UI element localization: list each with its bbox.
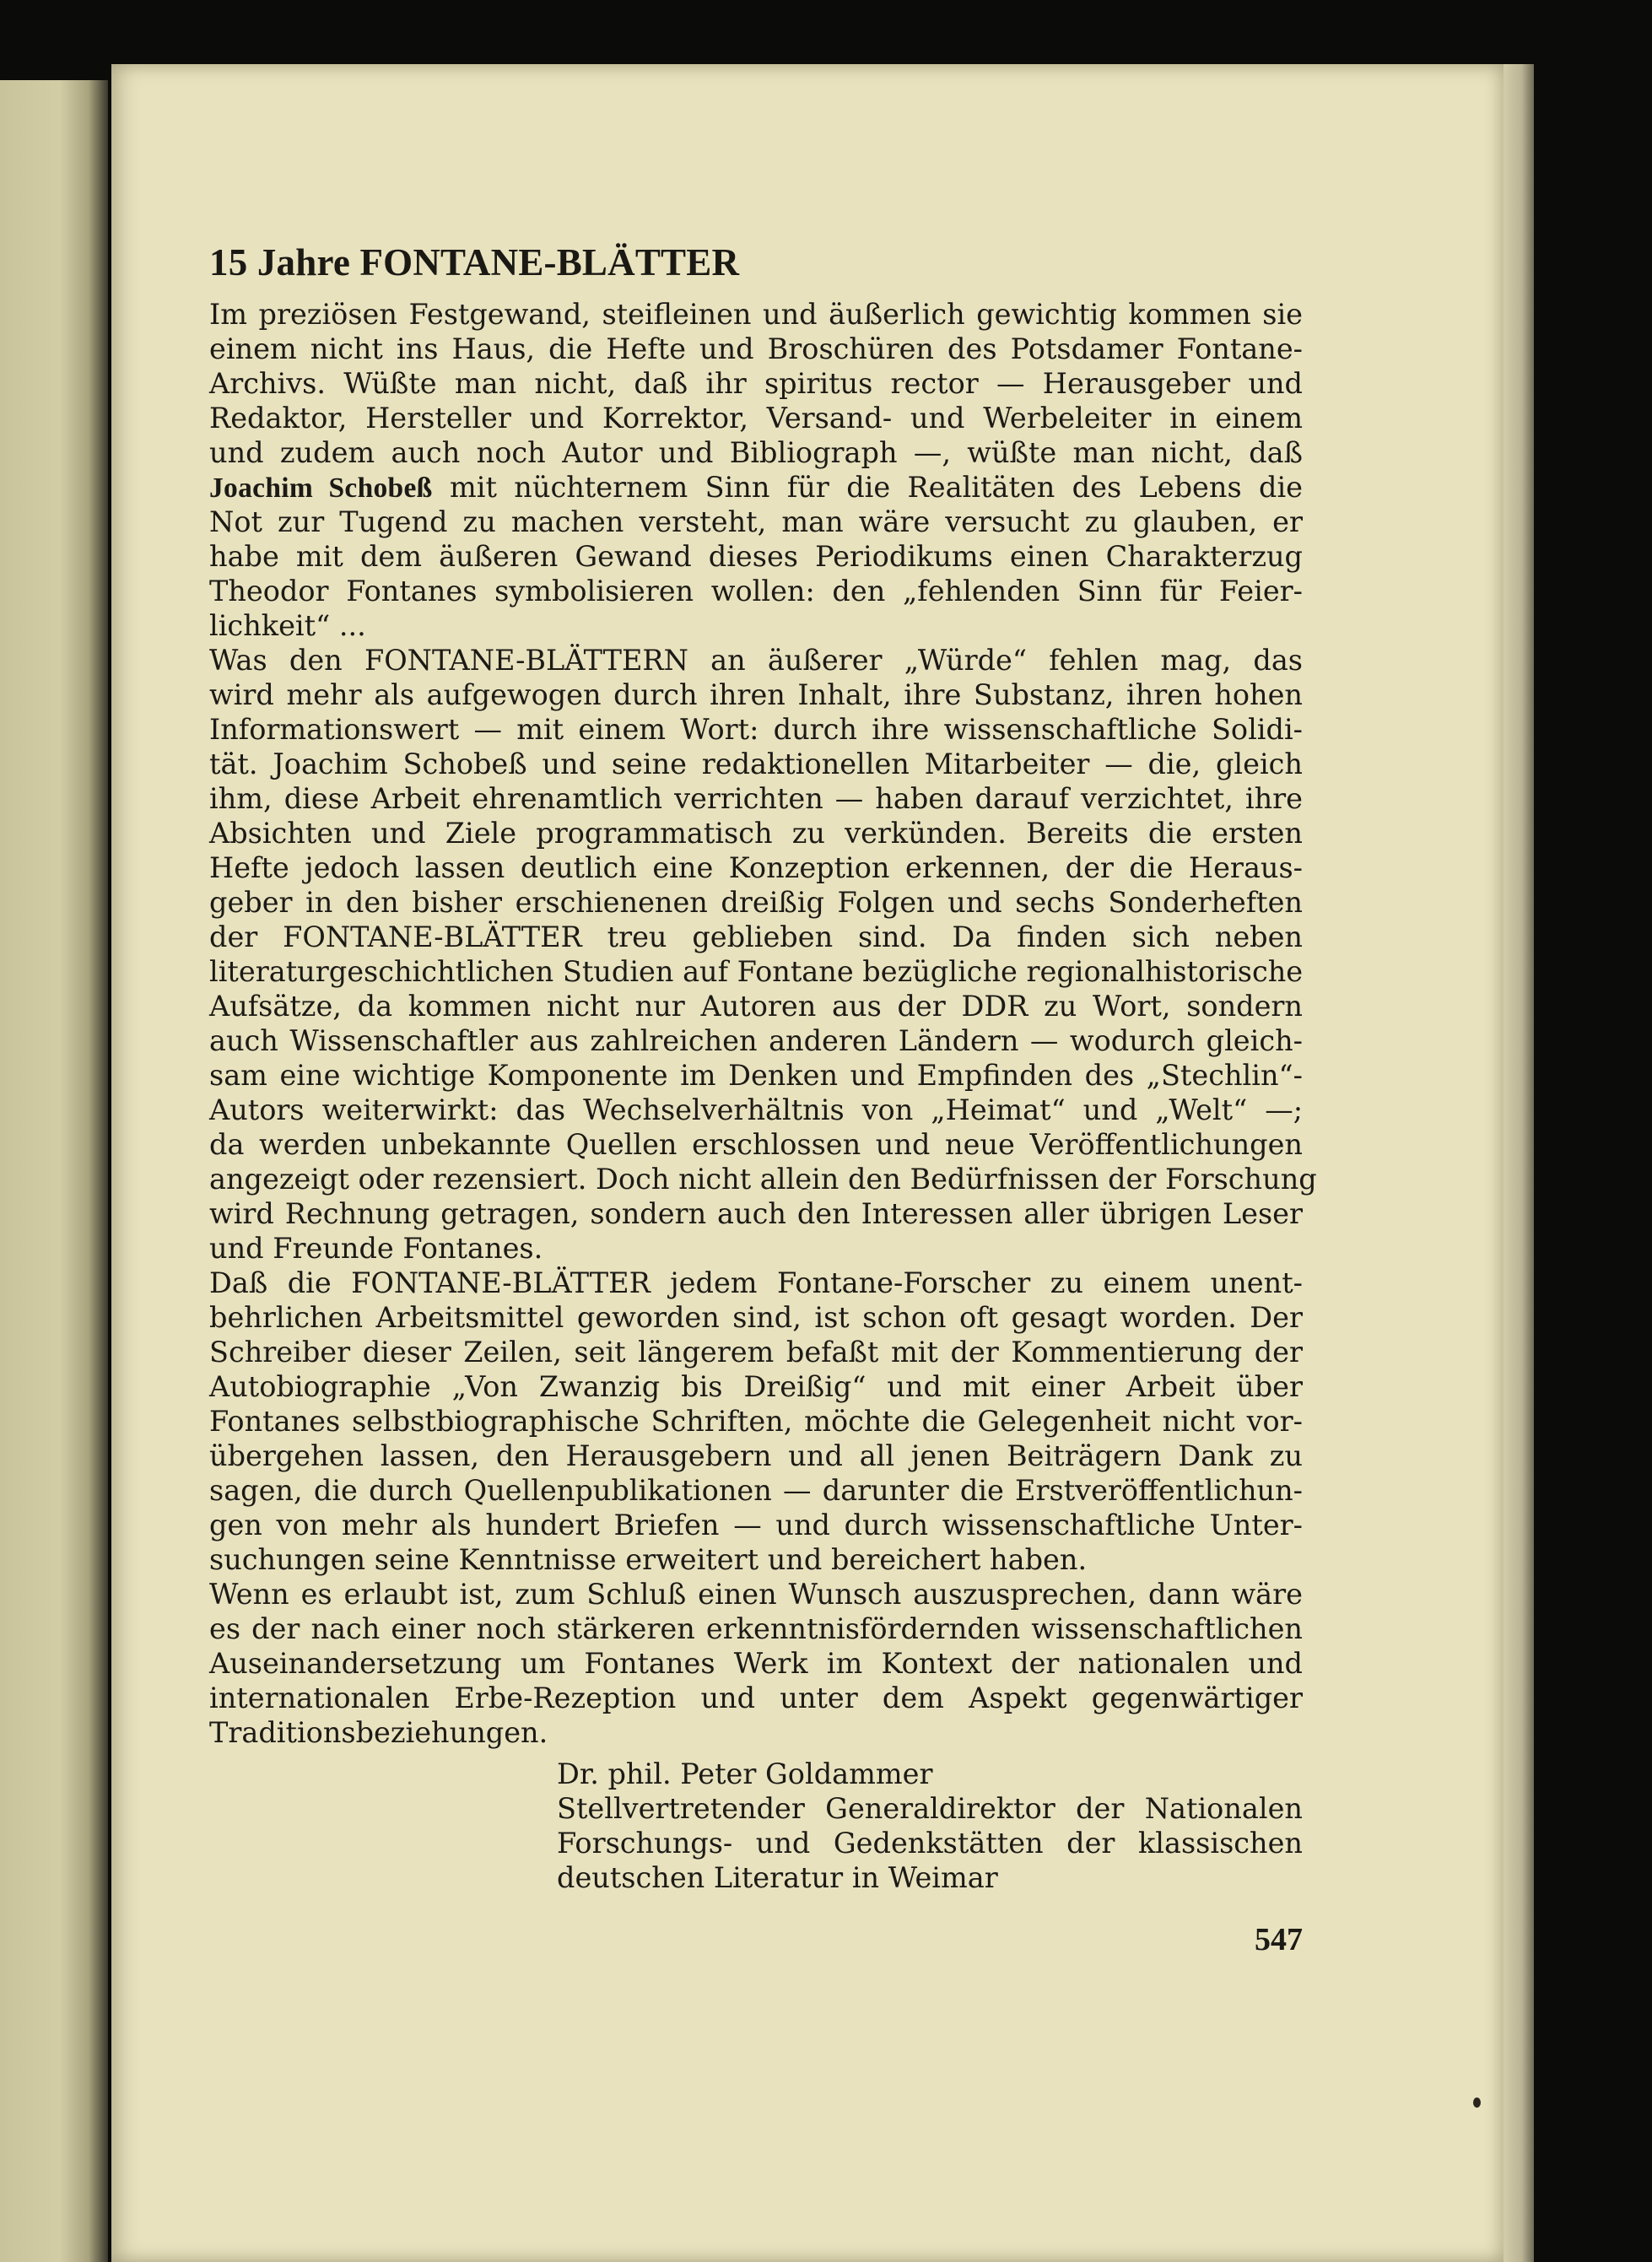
body-line: Hefte jedoch lassen deutlich eine Konzeption erkennen, der die Heraus- (209, 851, 1303, 884)
body-line: Autobiographie „Von Zwanzig bis Dreißig“ und mit einer Arbeit über (209, 1370, 1303, 1403)
body-line: Wenn es erlaubt ist, zum Schluß einen Wunsch auszusprechen, dann wäre (209, 1578, 1303, 1611)
signature-name: Dr. phil. Peter Goldammer (557, 1757, 933, 1790)
body-line: einem nicht ins Haus, die Hefte und Broschüren des Potsdamer Fontane- (209, 332, 1303, 365)
body-line: Informationswert — mit einem Wort: durch ihre wissenschaftliche Solidi- (209, 713, 1303, 746)
body-line: und zudem auch noch Autor und Bibliograph —, wüßte man nicht, daß (209, 436, 1303, 469)
body-line: Aufsätze, da kommen nicht nur Autoren aus der DDR zu Wort, sondern (209, 990, 1303, 1023)
signature-line: deutschen Literatur in Weimar (557, 1861, 998, 1894)
body-line: internationalen Erbe-Rezeption und unter dem Aspekt gegenwärtiger (209, 1682, 1303, 1714)
body-line: der FONTANE-BLÄTTER treu geblieben sind. Da finden sich neben (209, 920, 1303, 953)
body-line: ihm, diese Arbeit ehrenamtlich verrichten — haben darauf verzichtet, ihre (209, 782, 1303, 815)
signature-line: Forschungs- und Gedenkstätten der klassischen (557, 1827, 1303, 1860)
body-line: Theodor Fontanes symbolisieren wollen: den „fehlenden Sinn für Feier- (209, 575, 1303, 607)
body-line: Auseinandersetzung um Fontanes Werk im Kontext der nationalen und (209, 1647, 1303, 1680)
body-line: geber in den bisher erschienenen dreißig Folgen und sechs Sonderheften (209, 886, 1303, 919)
body-line: behrlichen Arbeitsmittel geworden sind, ist schon oft gesagt worden. Der (209, 1301, 1303, 1334)
body-line: literaturgeschichtlichen Studien auf Fontane bezügliche regionalhistorische (209, 955, 1304, 988)
page-fore-edge (1504, 64, 1534, 2262)
body-line: Archivs. Wüßte man nicht, daß ihr spiritus rector — Herausgeber und (209, 367, 1303, 400)
bold-name: Joachim Schobeß (209, 472, 433, 504)
body-line: es der nach einer noch stärkeren erkenntnisfördernden wissenschaftlichen (209, 1612, 1303, 1645)
body-line: gen von mehr als hundert Briefen — und durch wissenschaftliche Unter- (209, 1509, 1303, 1541)
body-line: Im preziösen Festgewand, steifleinen und äußerlich gewichtig kommen sie (209, 298, 1303, 331)
body-line: Not zur Tugend zu machen versteht, man wäre versucht zu glauben, er (209, 505, 1303, 538)
body-line: Redaktor, Hersteller und Korrektor, Versand- und Werbeleiter in einem (209, 402, 1303, 435)
body-line: Traditionsbeziehungen. (209, 1716, 548, 1749)
body-line: da werden unbekannte Quellen erschlossen und neue Veröffentlichungen (209, 1128, 1303, 1161)
body-line: Absichten und Ziele programmatisch zu verkünden. Bereits die ersten (209, 817, 1303, 850)
body-line: sagen, die durch Quellenpublikationen — darunter die Erstveröffentlichun- (209, 1474, 1303, 1507)
body-line: suchungen seine Kenntnisse erweitert und bereichert haben. (209, 1543, 1088, 1576)
body-line: lichkeit“ ... (209, 609, 366, 642)
body-line: wird mehr als aufgewogen durch ihren Inhalt, ihre Substanz, ihren hohen (209, 678, 1303, 711)
body-line: Autors weiterwirkt: das Wechselverhältnis von „Heimat“ und „Welt“ —; (209, 1093, 1303, 1126)
body-line: angezeigt oder rezensiert. Doch nicht allein den Bedürfnissen der Forschung (209, 1163, 1317, 1196)
body-line: auch Wissenschaftler aus zahlreichen anderen Ländern — wodurch gleich- (209, 1024, 1303, 1057)
body-line-rest: mit nüchternem Sinn für die Realitäten des Lebens die (449, 471, 1303, 504)
body-line: übergehen lassen, den Herausgebern und all jenen Beiträgern Dank zu (209, 1439, 1303, 1472)
body-line: tät. Joachim Schobeß und seine redaktionellen Mitarbeiter — die, gleich (209, 748, 1303, 780)
signature-line: Stellvertretender Generaldirektor der Nationalen (557, 1792, 1303, 1825)
body-line: wird Rechnung getragen, sondern auch den Interessen aller übrigen Leser (209, 1197, 1303, 1230)
body-line: sam eine wichtige Komponente im Denken und Empfinden des „Stechlin“- (209, 1059, 1303, 1092)
body-line: Schreiber dieser Zeilen, seit längerem befaßt mit der Kommentierung der (209, 1336, 1303, 1369)
article-heading: 15 Jahre FONTANE-BLÄTTER (209, 241, 740, 283)
body-line: habe mit dem äußeren Gewand dieses Periodikums einen Charakterzug (209, 540, 1303, 573)
previous-page-edge (0, 80, 108, 2262)
dust-speck (1473, 2097, 1481, 2108)
body-line: Was den FONTANE-BLÄTTERN an äußerer „Würde“ fehlen mag, das (209, 644, 1303, 677)
body-line: und Freunde Fontanes. (209, 1232, 543, 1265)
body-line: Fontanes selbstbiographische Schriften, möchte die Gelegenheit nicht vor- (209, 1405, 1303, 1438)
body-line: Daß die FONTANE-BLÄTTER jedem Fontane-Forscher zu einem unent- (209, 1266, 1303, 1299)
page-number: 547 (1255, 1922, 1303, 1957)
body-line-with-name (209, 470, 1303, 505)
